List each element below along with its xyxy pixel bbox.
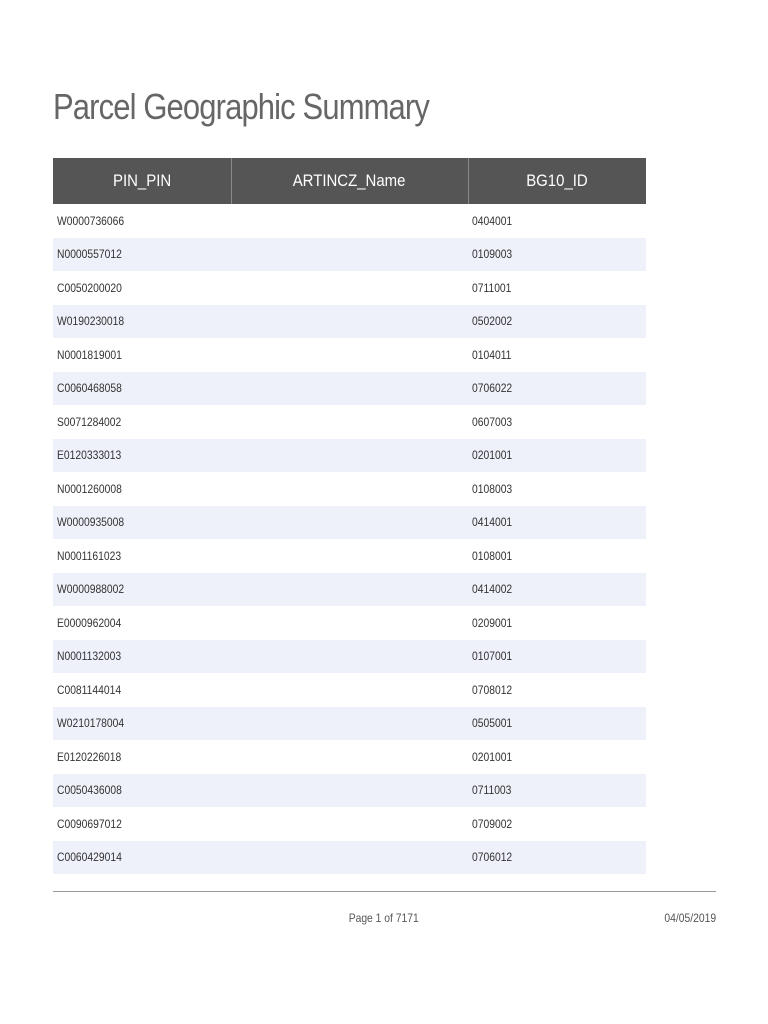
column-header-label: ARTINCZ_Name	[293, 171, 406, 190]
artincz-name-cell	[231, 774, 468, 808]
table-row	[53, 204, 646, 238]
pin-cell	[53, 539, 231, 573]
cell-text: N0001260008	[57, 481, 122, 496]
table-row	[53, 740, 646, 774]
bg10-id-cell	[468, 807, 646, 841]
cell-text: 0104011	[472, 347, 512, 362]
pin-cell	[53, 707, 231, 741]
column-header-artincz-name	[231, 158, 468, 204]
cell-text: C0060429014	[57, 850, 122, 865]
table-row	[53, 673, 646, 707]
pin-cell	[53, 573, 231, 607]
cell-text: 0708012	[472, 682, 513, 697]
artincz-name-cell	[231, 439, 468, 473]
table-row	[53, 807, 646, 841]
cell-text: 0414001	[472, 515, 513, 530]
artincz-name-cell	[231, 807, 468, 841]
bg10-id-cell	[468, 841, 646, 875]
bg10-id-cell	[468, 372, 646, 406]
cell-text: 0201001	[472, 749, 513, 764]
table-row	[53, 238, 646, 272]
page-number-text: Page 1 of 7171	[348, 911, 420, 925]
bg10-id-cell	[468, 707, 646, 741]
cell-text: E0120333013	[57, 448, 122, 463]
bg10-id-cell	[468, 271, 646, 305]
artincz-name-cell	[231, 673, 468, 707]
cell-text: C0060468058	[57, 381, 122, 396]
table-row	[53, 338, 646, 372]
table-row	[53, 841, 646, 875]
table-row	[53, 472, 646, 506]
table-row	[53, 439, 646, 473]
cell-text: 0607003	[472, 414, 513, 429]
pin-cell	[53, 640, 231, 674]
pin-cell	[53, 204, 231, 238]
bg10-id-cell	[468, 640, 646, 674]
artincz-name-cell	[231, 338, 468, 372]
report-date: 04/05/2019	[664, 911, 716, 925]
table-row	[53, 506, 646, 540]
cell-text: W0190230018	[57, 314, 125, 329]
cell-text: 0502002	[472, 314, 513, 329]
cell-text: W0000988002	[57, 582, 125, 597]
bg10-id-cell	[468, 774, 646, 808]
pin-cell	[53, 606, 231, 640]
artincz-name-cell	[231, 707, 468, 741]
artincz-name-cell	[231, 472, 468, 506]
cell-text: C0050436008	[57, 783, 122, 798]
bg10-id-cell	[468, 305, 646, 339]
cell-text: C0050200020	[57, 280, 122, 295]
artincz-name-cell	[231, 372, 468, 406]
cell-text: 0107001	[472, 649, 513, 664]
footer-divider	[53, 891, 716, 892]
cell-text: W0000935008	[57, 515, 125, 530]
table-row	[53, 640, 646, 674]
cell-text: 0706022	[472, 381, 513, 396]
pin-cell	[53, 271, 231, 305]
cell-text: S0071284002	[57, 414, 122, 429]
cell-text: N0001819001	[57, 347, 122, 362]
table-row	[53, 707, 646, 741]
cell-text: 0711001	[472, 280, 512, 295]
pin-cell	[53, 673, 231, 707]
bg10-id-cell	[468, 740, 646, 774]
table-header	[53, 158, 646, 204]
bg10-id-cell	[468, 472, 646, 506]
pin-cell	[53, 472, 231, 506]
bg10-id-cell	[468, 439, 646, 473]
cell-text: 0404001	[472, 213, 513, 228]
artincz-name-cell	[231, 841, 468, 875]
cell-text: 0108001	[472, 548, 513, 563]
table-header-row	[53, 158, 646, 204]
column-header-label: PIN_PIN	[112, 171, 171, 190]
bg10-id-cell	[468, 673, 646, 707]
bg10-id-cell	[468, 204, 646, 238]
pin-cell	[53, 439, 231, 473]
artincz-name-cell	[231, 640, 468, 674]
table-row	[53, 372, 646, 406]
artincz-name-cell	[231, 271, 468, 305]
report-title: Parcel Geographic Summary	[53, 86, 429, 127]
table-row	[53, 573, 646, 607]
artincz-name-cell	[231, 305, 468, 339]
cell-text: C0090697012	[57, 816, 122, 831]
artincz-name-cell	[231, 740, 468, 774]
artincz-name-cell	[231, 606, 468, 640]
cell-text: 0711003	[472, 783, 512, 798]
artincz-name-cell	[231, 238, 468, 272]
artincz-name-cell	[231, 539, 468, 573]
table-row	[53, 774, 646, 808]
column-header-pin	[53, 158, 231, 204]
cell-text: 0201001	[472, 448, 513, 463]
cell-text: E0000962004	[57, 615, 122, 630]
table-row	[53, 405, 646, 439]
parcel-table	[53, 158, 646, 874]
table-row	[53, 271, 646, 305]
cell-text: 0505001	[472, 716, 513, 731]
cell-text: C0081144014	[57, 682, 122, 697]
pin-cell	[53, 305, 231, 339]
column-header-bg10-id	[468, 158, 646, 204]
artincz-name-cell	[231, 573, 468, 607]
cell-text: N0000557012	[57, 247, 122, 262]
pin-cell	[53, 506, 231, 540]
pin-cell	[53, 740, 231, 774]
cell-text: 0108003	[472, 481, 513, 496]
cell-text: 0414002	[472, 582, 513, 597]
pin-cell	[53, 338, 231, 372]
cell-text: 0709002	[472, 816, 513, 831]
cell-text: W0210178004	[57, 716, 125, 731]
artincz-name-cell	[231, 506, 468, 540]
table-row	[53, 539, 646, 573]
table-row	[53, 606, 646, 640]
artincz-name-cell	[231, 405, 468, 439]
bg10-id-cell	[468, 573, 646, 607]
column-header-label: BG10_ID	[526, 171, 589, 190]
cell-text: N0001132003	[57, 649, 122, 664]
cell-text: 0209001	[472, 615, 513, 630]
pin-cell	[53, 807, 231, 841]
pin-cell	[53, 774, 231, 808]
table-body	[53, 204, 646, 874]
cell-text: 0706012	[472, 850, 513, 865]
pin-cell	[53, 405, 231, 439]
cell-text: E0120226018	[57, 749, 122, 764]
table-row	[53, 305, 646, 339]
pin-cell	[53, 841, 231, 875]
bg10-id-cell	[468, 539, 646, 573]
pin-cell	[53, 372, 231, 406]
pin-cell	[53, 238, 231, 272]
cell-text: N0001161023	[57, 548, 122, 563]
artincz-name-cell	[231, 204, 468, 238]
bg10-id-cell	[468, 238, 646, 272]
bg10-id-cell	[468, 506, 646, 540]
bg10-id-cell	[468, 405, 646, 439]
cell-text: 0109003	[472, 247, 513, 262]
page-number	[0, 911, 768, 925]
bg10-id-cell	[468, 338, 646, 372]
cell-text: W0000736066	[57, 213, 125, 228]
bg10-id-cell	[468, 606, 646, 640]
